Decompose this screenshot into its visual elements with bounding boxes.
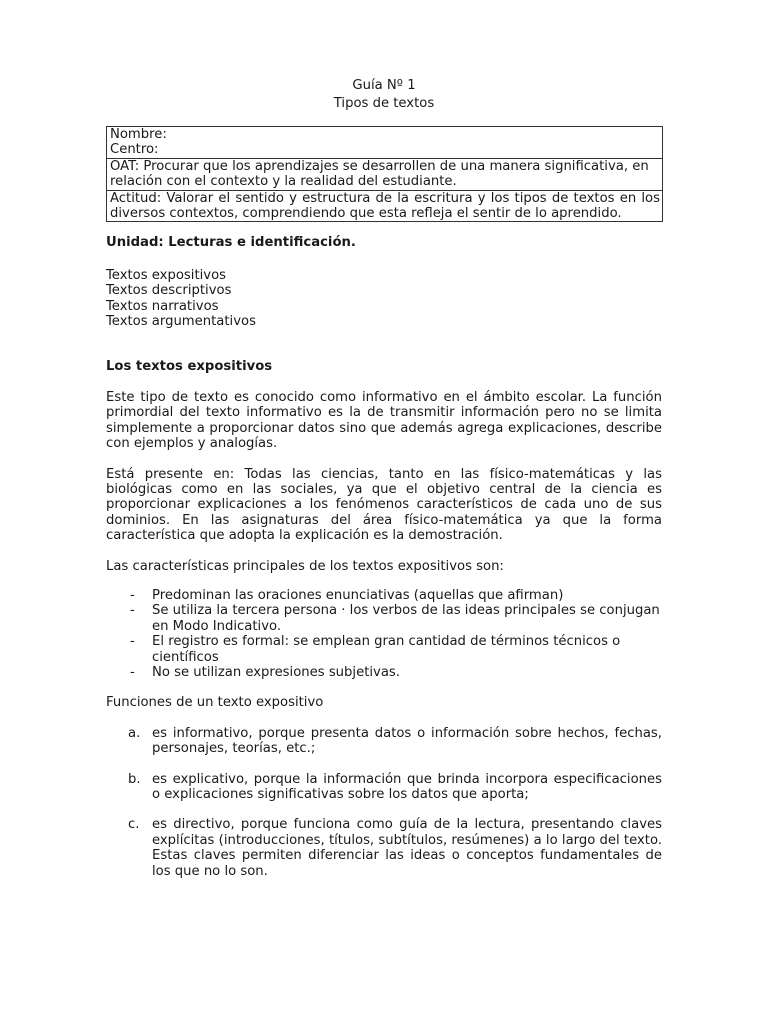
info-table <box>106 126 663 222</box>
list-item-text: Se utiliza la tercera persona · los verbos de las ideas principales se conjugan en Modo Indicativo. <box>152 603 660 634</box>
list-item-text: es directivo, porque funciona como guía de la lectura, presentando claves explícitas (introducciones, títulos, subtítulos, resúmenes) a lo largo del texto. Estas claves permiten diferenciar las ideas o conceptos fundamentales de los que no lo son. <box>152 817 662 879</box>
section-heading: Los textos expositivos <box>106 359 273 375</box>
list-marker: - <box>130 634 135 650</box>
list-item-text: es informativo, porque presenta datos o información sobre hechos, fechas, personajes, teorías, etc.; <box>152 725 662 757</box>
paragraph: Está presente en: Todas las ciencias, tanto en las físico-matemáticas y las biológicas como en las sociales, ya que el objetivo central de la ciencia es proporcionar explicaciones a los fenómenos característicos de cada uno de sus dominios. En las asignaturas del área físico-matemática ya que la forma característica que adopta la explicación es la demostración. <box>106 466 662 544</box>
centro-field: Centro: <box>110 142 159 158</box>
list-item <box>130 588 662 603</box>
list-item-text: es explicativo, porque la información que brinda incorpora especificaciones o explicaciones significativas sobre los datos que aporta; <box>152 771 662 802</box>
characteristics-intro: Las características principales de los textos expositivos son: <box>106 558 504 574</box>
identity-cell <box>107 127 663 159</box>
document-title: Guía Nº 1 <box>352 78 416 93</box>
list-item-text: El registro es formal: se emplean gran cantidad de términos técnicos o científicos <box>152 634 621 665</box>
info-row-identity <box>107 127 663 159</box>
paragraph: Este tipo de texto es conocido como informativo en el ámbito escolar. La función primordial del texto informativo es la de transmitir información pero no se limita simplemente a proporcionar datos sino que además agrega explicaciones, describe con ejemplos y analogías. <box>106 389 662 452</box>
info-row-actitud <box>107 190 663 222</box>
list-item <box>130 634 662 665</box>
list-item: Textos expositivos <box>106 267 227 283</box>
list-marker: - <box>130 587 135 603</box>
list-item <box>130 665 662 680</box>
document-subtitle: Tipos de textos <box>333 96 435 111</box>
oat-cell: OAT: Procurar que los aprendizajes se desarrollen de una manera significativa, en relación con el contexto y la realidad del estudiante. <box>107 158 663 190</box>
list-marker: b. <box>128 771 141 787</box>
list-item: Textos descriptivos <box>106 283 232 299</box>
list-item-text: Predominan las oraciones enunciativas (aquellas que afirman) <box>152 587 564 603</box>
list-item <box>128 817 662 879</box>
list-marker: - <box>130 664 135 680</box>
list-item <box>128 772 662 803</box>
list-item <box>130 603 662 634</box>
unit-heading: Unidad: Lecturas e identificación. <box>106 235 356 251</box>
document-page <box>106 77 662 894</box>
list-item-text: No se utilizan expresiones subjetivas. <box>152 664 400 680</box>
info-row-oat <box>107 158 663 190</box>
text-types-list <box>106 268 662 330</box>
actitud-cell: Actitud: Valorar el sentido y estructura de la escritura y los tipos de textos en los diversos contextos, comprendiendo que esta refleja el sentir de lo aprendido. <box>107 190 663 222</box>
list-marker: c. <box>128 817 140 833</box>
list-marker: a. <box>128 725 141 741</box>
functions-intro: Funciones de un texto expositivo <box>106 695 324 711</box>
nombre-field: Nombre: <box>110 127 167 142</box>
list-item: Textos narrativos <box>106 298 219 314</box>
functions-list <box>106 726 662 879</box>
list-item <box>128 726 662 757</box>
list-marker: - <box>130 603 135 619</box>
list-item: Textos argumentativos <box>106 314 256 330</box>
characteristics-list <box>106 588 662 680</box>
